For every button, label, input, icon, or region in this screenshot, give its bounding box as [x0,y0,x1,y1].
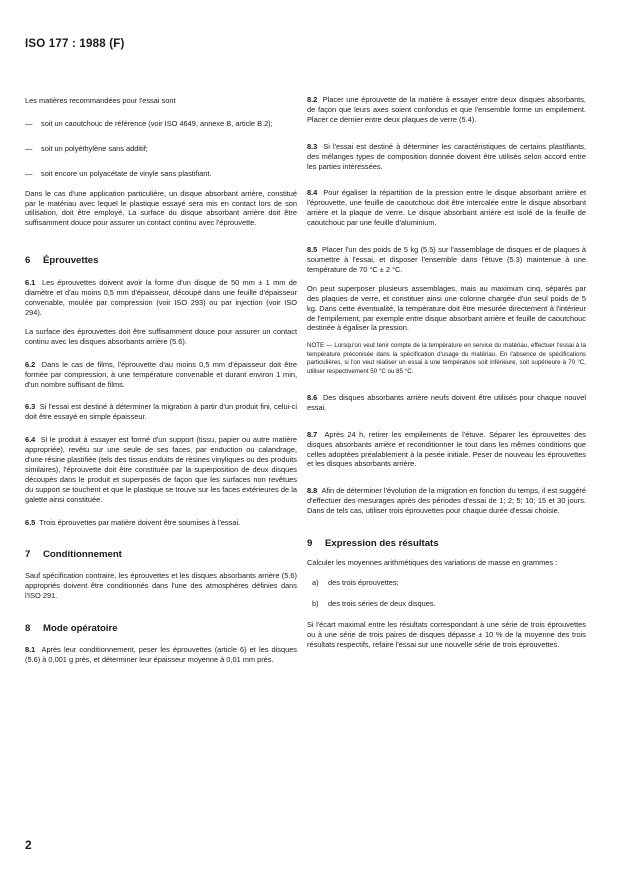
clause-6-4: 6.4 Si le produit à essayer est formé d'un support (tissu, papier ou autre matière appropriée), revêtu sur une seule de ses faces, par enduction ou calandrage, d'une résine plastifiée (tels des tissus enduits de résines vinyliques ou des produits similaires), l'éprouvette doit être constituée par la superposition de deux disques découpés dans le produit et superposés de façon que les surfaces non revêtues du support se touchent et que le plastique se trouve sur les faces extérieures de la galette ainsi constituée. [25,435,297,504]
note: NOTE — Lorsqu'on veut tenir compte de la température en service du matériau, effectuer l'essai à la température préconisée dans la spécification d'usage du matériau. En l'absence de spécifications particulières, si l'on veut réaliser un essai à une température soit inférieure, soit supérieure à 70 °C, utiliser respectivement 50 °C ou 85 °C. [307,342,586,375]
clause-8-3: 8.3 Si l'essai est destiné à déterminer les caractéristiques de certains plastifiants, des mélanges types de composition donnée doivent être utilisés selon accord entre les parties intéressées. [307,141,587,171]
clause-8-7: 8.7 Après 24 h, retirer les empilements de l'étuve. Séparer les éprouvettes des disques absorbants arrière et reconditionner le tout dans les mêmes conditions que celles adoptées préalablement à la pesée initiale. Peser de nouveau les éprouvettes et les disques absorbants arrière. [307,429,586,469]
clause-6-1: 6.1 Les éprouvettes doivent avoir la forme d'un disque de 50 mm ± 1 mm de diamètre et d'au moins 0,5 mm d'épaisseur, découpé dans une feuille d'épaisseur convenable, moulée par compression (voir ISO 293) ou par injection (voir ISO 294). [25,278,297,317]
clause-8-2: 8.2 Placer une éprouvette de la matière à essayer entre deux disques absorbants, de façon que leurs axes soient confondus et que l'ensemble forme un empilement. Placer ce dernier entre deux plaques de verre (5.4). [307,95,586,124]
clause-7-text: Sauf spécification contraire, les éprouvettes et les disques absorbants arrière (5.6) appropriés doivent être conditionnés dans l'une des atmosphères définies dans l'ISO 291. [25,571,297,601]
clause-8-6: 8.6 Des disques absorbants arrière neufs doivent être utilisés pour chaque nouvel essai. [307,392,586,412]
list-item: — soit un polyéthylène sans additif; [25,143,148,153]
application-paragraph: Dans le cas d'une application particulière, un disque absorbant arrière, constitué par le matériau avec lequel le plastique essayé sera mis en contact lors de son utilisation, doit être employé. La surface du disque absorbant arrière doit être suffisamment douce pour assurer un contact continu avec l'éprouvette. [25,188,297,228]
page-number: 2 [25,838,32,852]
clause-8-1: 8.1 Après leur conditionnement, peser les éprouvettes (article 6) et les disques (5.6) à 0,001 g près, et déterminer leur épaisseur moyenne à 0,01 mm près. [25,645,297,665]
clause-8-4: 8.4 Pour égaliser la répartition de la pression entre le disque absorbant arrière et l'éprouvette, une feuille de caoutchouc doit être intercalée entre le disque absorbant arrière et la plaque de verre. Le disque absorbant arrière est isolé de la feuille de caoutchouc par une feuille d'aluminium. [307,188,586,228]
list-item: a) des trois éprouvettes; [312,578,399,587]
clause-8-5: 8.5 Placer l'un des poids de 5 kg (5.5) sur l'assemblage de disques et de plaques à soumettre à l'essai, et disposer l'ensemble dans l'étuve (5.3) maintenue à une température de 70 °C ± 2 °C. [307,245,586,274]
document-header: ISO 177 : 1988 (F) [25,38,125,50]
left-column [25,96,297,665]
clause-6-3: 6.3 Si l'essai est destiné à déterminer la migration à partir d'un produit fini, celui-ci doit être essayé en simple épaisseur. [25,402,298,422]
section-7-heading: 7 Conditionnement [25,549,122,561]
list-item: b) des trois séries de deux disques. [312,598,436,608]
clause-6-1-continued: La surface des éprouvettes doit être suffisamment douce pour assurer un contact continu avec les disques absorbants arrière (5.6). [25,326,297,346]
section-8-heading: 8 Mode opératoire [25,623,118,635]
list-item: — soit encore un polyacétate de vinyle sans plastifiant. [25,168,212,178]
clause-9-repeat: Si l'écart maximal entre les résultats correspondant à une série de trois éprouvettes ou à une série de trois paires de disques dépasse ± 10 % de la moyenne des trois résultats respectifs, refaire l'essai sur une nouvelle série de trois éprouvettes. [307,619,586,649]
section-6-heading: 6 Éprouvettes [25,255,99,267]
materials-intro: Les matières recommandées pour l'essai sont [25,96,176,105]
list-item: — soit un caoutchouc de référence (voir ISO 4649, annexe B, article B.2); [25,118,273,128]
clause-8-5-continued: On peut superposer plusieurs assemblages, mais au maximum cinq, séparés par des plaques de verre, et constituer ainsi une colonne chargée d'un seul poids de 5 kg. Dans cette éventualité, la température doit être mesurée directement à l'intérieur de l'empilement, par exemple entre disque absorbant arrière et feuille de caoutchouc destinée à égaliser la pression. [307,283,586,333]
clause-6-5: 6.5 Trois éprouvettes par matière doivent être soumises à l'essai. [25,517,241,527]
clause-6-2: 6.2 Dans le cas de films, l'éprouvette d'au moins 0,5 mm d'épaisseur doit être formée par compression, à une température convenable et durant environ 1 min, d'un nombre suffisant de films. [25,359,297,389]
right-column [307,95,586,650]
clause-8-8: 8.8 Afin de déterminer l'évolution de la migration en fonction du temps, il est suggéré d'effectuer des mesurages après des périodes d'essai de 1; 2; 5; 10; 15 et 30 jours. Dans de tels cas, utiliser trois éprouvettes pour chaque durée d'essai choisie. [307,486,587,516]
section-9-heading: 9 Expression des résultats [307,538,439,550]
clause-9-text: Calculer les moyennes arithmétiques des variations de masse en grammes : [307,558,558,568]
